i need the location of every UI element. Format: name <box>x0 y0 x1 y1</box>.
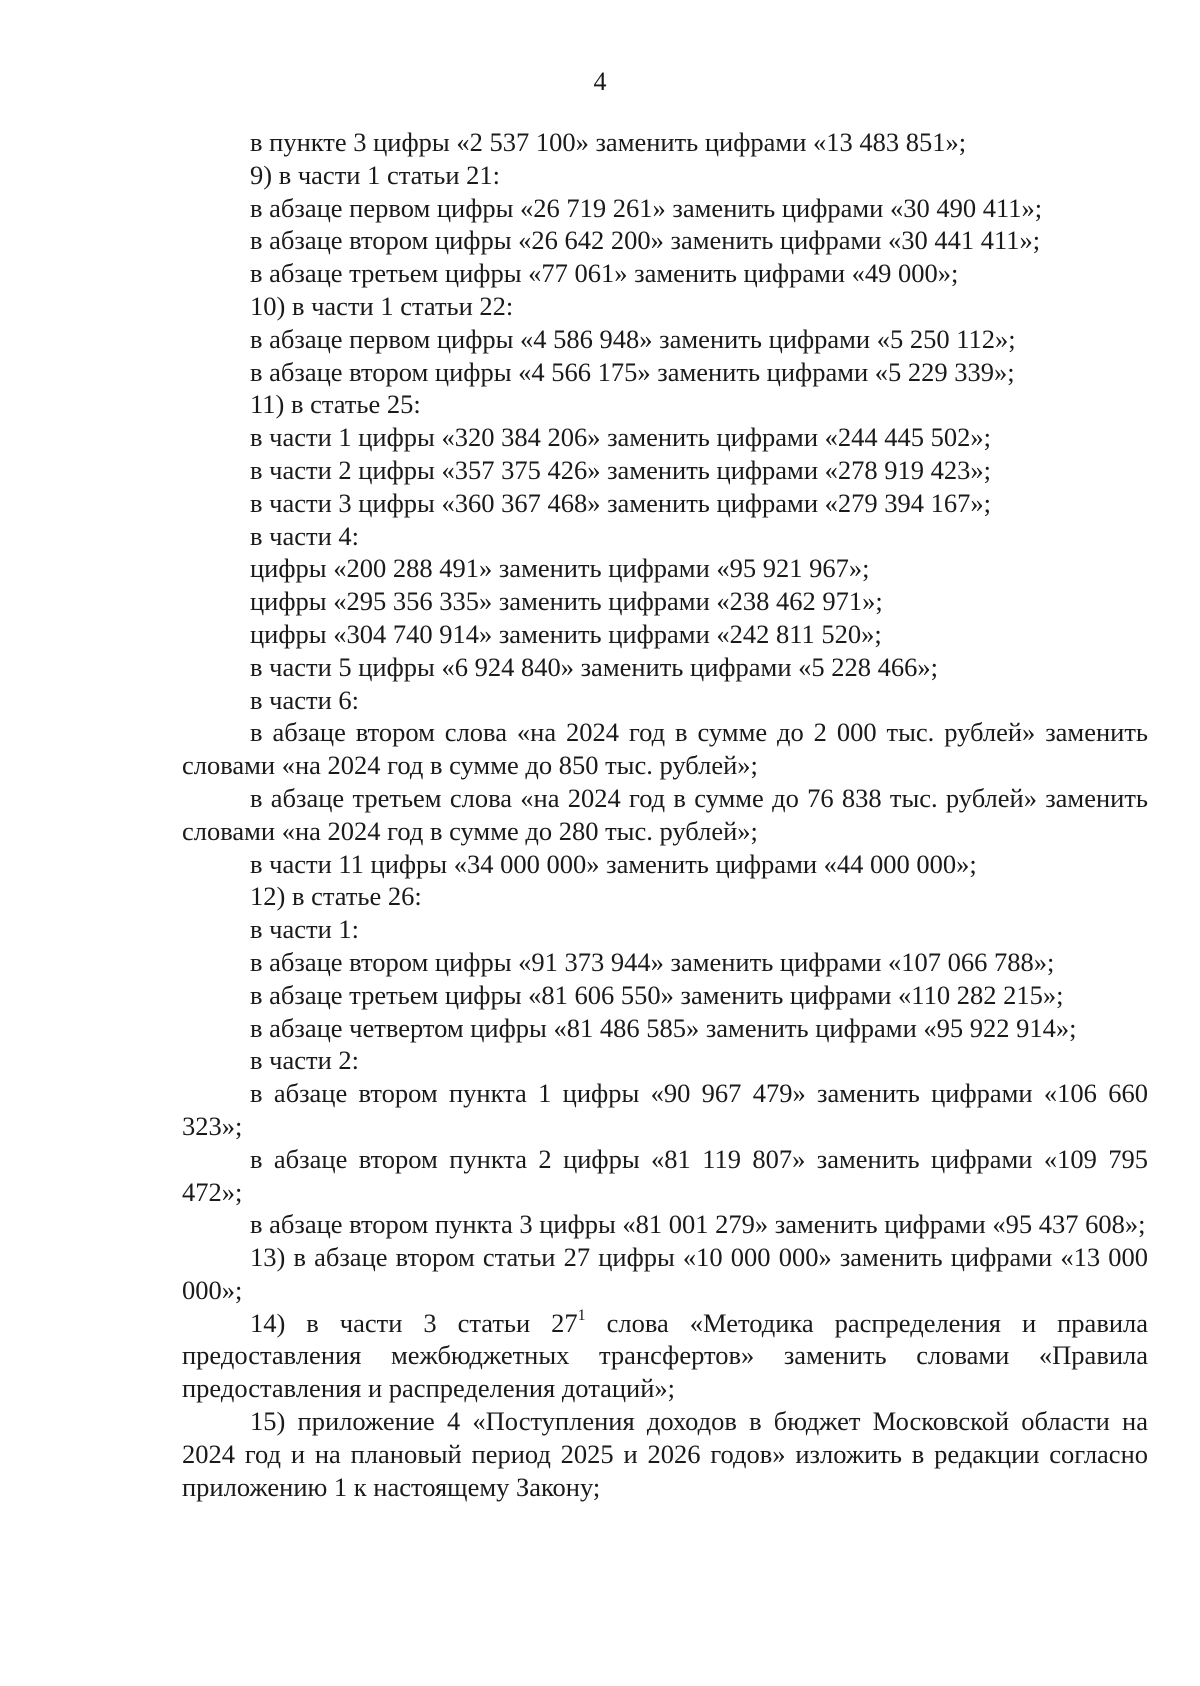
amendment-paragraph <box>182 1307 1148 1405</box>
amendment-line: в пункте 3 цифры «2 537 100» заменить цифрами «13 483 851»; <box>250 127 967 157</box>
sub-heading: в части 4: <box>250 520 359 551</box>
item-14-text-end: слова «Методика распределения и правила предоставления межбюджетных трансфертов» заменить словами «Правила предоставления и распределения дотаций»; <box>182 1307 1149 1404</box>
amendment-paragraph: 13) в абзаце втором статьи 27 цифры «10 000 000» заменить цифрами «13 000 000»; <box>182 1242 1148 1305</box>
amendment-line: в абзаце первом цифры «4 586 948» заменить цифрами «5 250 112»; <box>250 323 1016 354</box>
page-number: 4 <box>593 67 607 96</box>
amendment-line: в абзаце четвертом цифры «81 486 585» заменить цифрами «95 922 914»; <box>250 1012 1077 1043</box>
amendment-line: цифры «295 356 335» заменить цифрами «238 462 971»; <box>250 586 883 617</box>
amendment-line: в части 11 цифры «34 000 000» заменить цифрами «44 000 000»; <box>250 848 977 879</box>
amendment-line: цифры «200 288 491» заменить цифрами «95 921 967»; <box>250 553 870 584</box>
amendment-line: в абзаце втором цифры «91 373 944» заменить цифрами «107 066 788»; <box>250 946 1055 977</box>
amendment-line: в части 5 цифры «6 924 840» заменить цифрами «5 228 466»; <box>250 651 938 682</box>
item-heading: 11) в статье 25: <box>250 389 421 420</box>
sub-heading: в части 6: <box>250 684 359 715</box>
amendment-paragraph: в абзаце втором пункта 3 цифры «81 001 279» заменить цифрами «95 437 608»; <box>250 1209 1146 1240</box>
amendment-paragraph: в абзаце втором слова «на 2024 год в сумме до 2 000 тыс. рублей» заменить словами «на 2024 год в сумме до 850 тыс. рублей»; <box>182 717 1148 781</box>
amendment-line: в части 2 цифры «357 375 426» заменить цифрами «278 919 423»; <box>250 454 991 485</box>
item-heading: 12) в статье 26: <box>250 881 422 912</box>
amendment-line: в абзаце первом цифры «26 719 261» заменить цифрами «30 490 411»; <box>250 192 1043 223</box>
document-body <box>182 126 1148 1503</box>
amendment-line: в абзаце третьем цифры «81 606 550» заменить цифрами «110 282 215»; <box>250 979 1064 1010</box>
amendment-line: в абзаце втором цифры «26 642 200» заменить цифрами «30 441 411»; <box>250 225 1041 256</box>
sub-heading: в части 2: <box>250 1045 359 1076</box>
superscript-mark: 1 <box>577 1306 586 1324</box>
amendment-line: в части 3 цифры «360 367 468» заменить цифрами «279 394 167»; <box>250 487 991 518</box>
amendment-paragraph: в абзаце втором пункта 2 цифры «81 119 807» заменить цифрами «109 795 472»; <box>182 1143 1148 1207</box>
item-heading: 10) в части 1 статьи 22: <box>250 290 514 321</box>
amendment-line: в части 1 цифры «320 384 206» заменить цифрами «244 445 502»; <box>250 422 991 453</box>
amendment-line: цифры «304 740 914» заменить цифрами «242 811 520»; <box>250 618 882 649</box>
amendment-line: в абзаце втором цифры «4 566 175» заменить цифрами «5 229 339»; <box>250 356 1015 387</box>
sub-heading: в части 1: <box>250 914 359 945</box>
item-heading: 9) в части 1 статьи 21: <box>250 159 501 190</box>
amendment-line: в абзаце третьем цифры «77 061» заменить цифрами «49 000»; <box>250 258 959 289</box>
amendment-paragraph: в абзаце третьем слова «на 2024 год в сумме до 76 838 тыс. рублей» заменить словами «на 2024 год в сумме до 280 тыс. рублей»; <box>182 782 1148 846</box>
amendment-paragraph: 15) приложение 4 «Поступления доходов в бюджет Московской области на 2024 год и на плановый период 2025 и 2026 годов» изложить в редакции согласно приложению 1 к настоящему Закону; <box>182 1406 1148 1502</box>
amendment-paragraph: в абзаце втором пункта 1 цифры «90 967 479» заменить цифрами «106 660 323»; <box>182 1078 1148 1141</box>
item-14-text-start: 14) в части 3 статьи 27 <box>250 1307 578 1338</box>
